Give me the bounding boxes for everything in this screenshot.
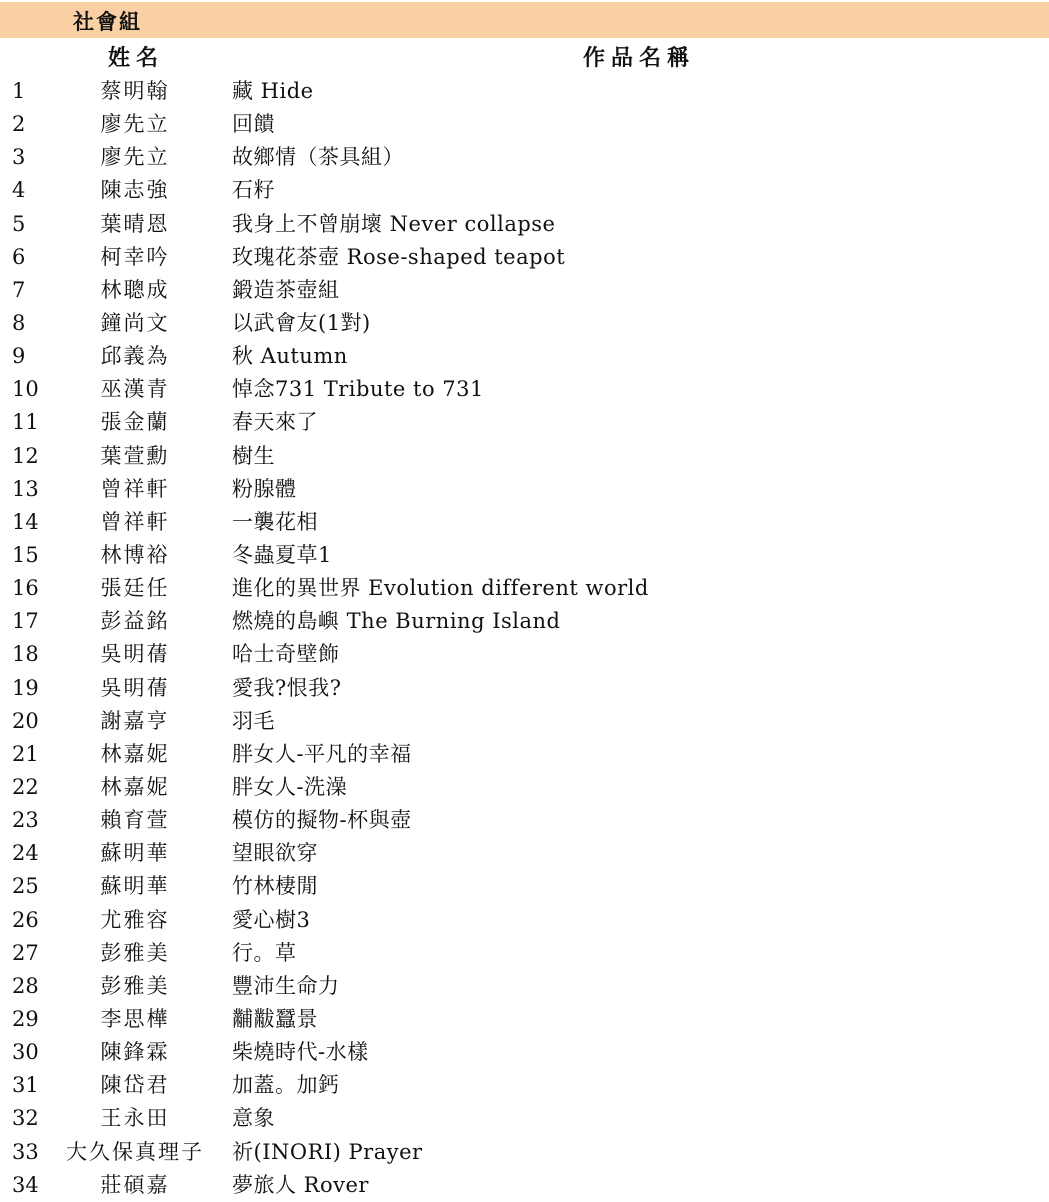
row-number: 11 (12, 410, 39, 435)
artist-name: 林嘉妮 (100, 774, 170, 799)
artist-name: 廖先立 (100, 145, 170, 170)
table-row (0, 1102, 1049, 1135)
work-title: 胖女人-平凡的幸福 (232, 741, 412, 766)
row-number: 3 (12, 145, 26, 170)
artist-name: 吳明蒨 (100, 642, 170, 667)
row-number: 17 (12, 609, 39, 634)
artist-name: 邱義為 (100, 344, 170, 369)
work-title: 石籽 (232, 178, 275, 203)
table-row (0, 837, 1049, 870)
row-number: 29 (12, 1006, 39, 1031)
work-title: 一襲花相 (232, 509, 318, 534)
artist-name: 張金蘭 (100, 410, 170, 435)
column-header-name: 姓名 (108, 45, 165, 71)
table-row (0, 1003, 1049, 1036)
table-row (0, 108, 1049, 141)
row-number: 23 (12, 808, 39, 833)
artist-name: 彭益銘 (100, 609, 170, 634)
row-number: 25 (12, 874, 39, 899)
artist-name: 陳鋒霖 (100, 1040, 170, 1065)
table-row (0, 75, 1049, 108)
row-number: 34 (12, 1172, 39, 1197)
work-title: 羽毛 (232, 708, 275, 733)
artist-name: 吳明蒨 (100, 675, 170, 700)
work-title: 秋 Autumn (232, 344, 348, 369)
row-number: 4 (12, 178, 26, 203)
group-header-bar (0, 2, 1049, 38)
artist-name: 張廷任 (100, 576, 170, 601)
table-row (0, 638, 1049, 671)
work-title: 鍛造茶壺組 (232, 277, 340, 302)
row-number: 12 (12, 443, 39, 468)
table-row (0, 771, 1049, 804)
row-number: 5 (12, 211, 26, 236)
row-number: 22 (12, 774, 39, 799)
artist-name: 大久保真理子 (66, 1139, 204, 1164)
table-row (0, 274, 1049, 307)
work-title: 回饋 (232, 112, 275, 137)
table-row (0, 440, 1049, 473)
artist-name: 彭雅美 (100, 940, 170, 965)
table-row (0, 307, 1049, 340)
row-number: 1 (12, 79, 26, 103)
row-number: 7 (12, 277, 26, 302)
table-row (0, 208, 1049, 241)
work-title: 意象 (232, 1106, 275, 1131)
work-title: 豐沛生命力 (232, 973, 340, 998)
work-title: 加蓋。加鈣 (232, 1073, 340, 1098)
artist-name: 林博裕 (100, 542, 170, 567)
table-row (0, 473, 1049, 506)
row-number: 14 (12, 509, 39, 534)
artist-name: 柯幸吟 (100, 244, 170, 269)
table-row (0, 174, 1049, 207)
artist-name: 林聰成 (100, 277, 170, 302)
table-row (0, 340, 1049, 373)
work-title: 樹生 (232, 443, 275, 468)
table-row (0, 141, 1049, 174)
artist-name: 賴育萱 (100, 808, 170, 833)
table-row (0, 605, 1049, 638)
artist-name: 葉晴恩 (100, 211, 170, 236)
work-title: 黼黻蠶景 (232, 1006, 318, 1031)
work-title: 哈士奇壁飾 (232, 642, 340, 667)
work-title: 燃燒的島嶼 The Burning Island (232, 609, 561, 634)
work-title: 祈(INORI) Prayer (232, 1139, 423, 1164)
row-number: 9 (12, 344, 26, 369)
work-title: 進化的異世界 Evolution different world (232, 576, 649, 601)
artist-name: 葉萱勳 (100, 443, 170, 468)
table-row (0, 1169, 1049, 1202)
table-row (0, 572, 1049, 605)
artist-name: 蘇明華 (100, 874, 170, 899)
work-title: 冬蟲夏草1 (232, 542, 332, 567)
work-title: 愛心樹3 (232, 907, 311, 932)
work-title: 粉腺體 (232, 476, 297, 501)
artist-name: 蔡明翰 (100, 79, 170, 103)
work-title: 以武會友(1對) (232, 310, 371, 335)
work-title: 春天來了 (232, 410, 318, 435)
work-title: 行。草 (232, 940, 297, 965)
table-row (0, 406, 1049, 439)
artist-name: 謝嘉亨 (100, 708, 170, 733)
artist-name: 林嘉妮 (100, 741, 170, 766)
artist-name: 彭雅美 (100, 973, 170, 998)
row-number: 15 (12, 542, 39, 567)
work-title: 愛我?恨我? (232, 675, 342, 700)
row-number: 2 (12, 112, 26, 137)
table-row (0, 904, 1049, 937)
table-row (0, 539, 1049, 572)
table-row (0, 241, 1049, 274)
table-row (0, 705, 1049, 738)
work-title: 胖女人-洗澡 (232, 774, 348, 799)
artist-name: 陳岱君 (100, 1073, 170, 1098)
work-title: 竹林棲閒 (232, 874, 318, 899)
table-row (0, 970, 1049, 1003)
artist-name: 陳志強 (100, 178, 170, 203)
work-title: 模仿的擬物-杯與壺 (232, 808, 412, 833)
column-header-work: 作品名稱 (583, 45, 696, 71)
work-title: 柴燒時代-水樣 (232, 1040, 369, 1065)
artist-name: 蘇明華 (100, 841, 170, 866)
table-row (0, 506, 1049, 539)
group-title: 社會組 (73, 9, 142, 34)
artist-name: 廖先立 (100, 112, 170, 137)
entries-table (0, 75, 1049, 1202)
work-title: 悼念731 Tribute to 731 (232, 377, 484, 402)
artist-name: 莊碩嘉 (100, 1172, 170, 1197)
row-number: 30 (12, 1040, 39, 1065)
row-number: 19 (12, 675, 39, 700)
table-row (0, 870, 1049, 903)
row-number: 32 (12, 1106, 39, 1131)
work-title: 夢旅人 Rover (232, 1172, 369, 1197)
artist-name: 曾祥軒 (100, 476, 170, 501)
table-row (0, 1069, 1049, 1102)
table-row (0, 738, 1049, 771)
artist-name: 鐘尚文 (100, 310, 170, 335)
table-row (0, 373, 1049, 406)
row-number: 6 (12, 244, 26, 269)
table-row (0, 672, 1049, 705)
table-row (0, 937, 1049, 970)
row-number: 27 (12, 940, 39, 965)
row-number: 10 (12, 377, 39, 402)
row-number: 20 (12, 708, 39, 733)
artist-name: 巫漢青 (100, 377, 170, 402)
work-title: 故鄉情（茶具組） (232, 145, 404, 170)
row-number: 26 (12, 907, 39, 932)
work-title: 我身上不曾崩壞 Never collapse (232, 211, 556, 236)
artist-name: 李思樺 (100, 1006, 170, 1031)
row-number: 8 (12, 310, 26, 335)
row-number: 24 (12, 841, 39, 866)
work-title: 玫瑰花茶壺 Rose-shaped teapot (232, 244, 566, 269)
table-row (0, 1136, 1049, 1169)
row-number: 28 (12, 973, 39, 998)
row-number: 13 (12, 476, 39, 501)
table-row (0, 804, 1049, 837)
work-title: 望眼欲穿 (232, 841, 318, 866)
artist-name: 尤雅容 (100, 907, 170, 932)
artist-name: 王永田 (100, 1106, 170, 1131)
row-number: 21 (12, 741, 39, 766)
row-number: 18 (12, 642, 39, 667)
row-number: 31 (12, 1073, 39, 1098)
row-number: 16 (12, 576, 39, 601)
row-number: 33 (12, 1139, 39, 1164)
work-title: 藏 Hide (232, 79, 314, 103)
table-row (0, 1036, 1049, 1069)
artist-name: 曾祥軒 (100, 509, 170, 534)
